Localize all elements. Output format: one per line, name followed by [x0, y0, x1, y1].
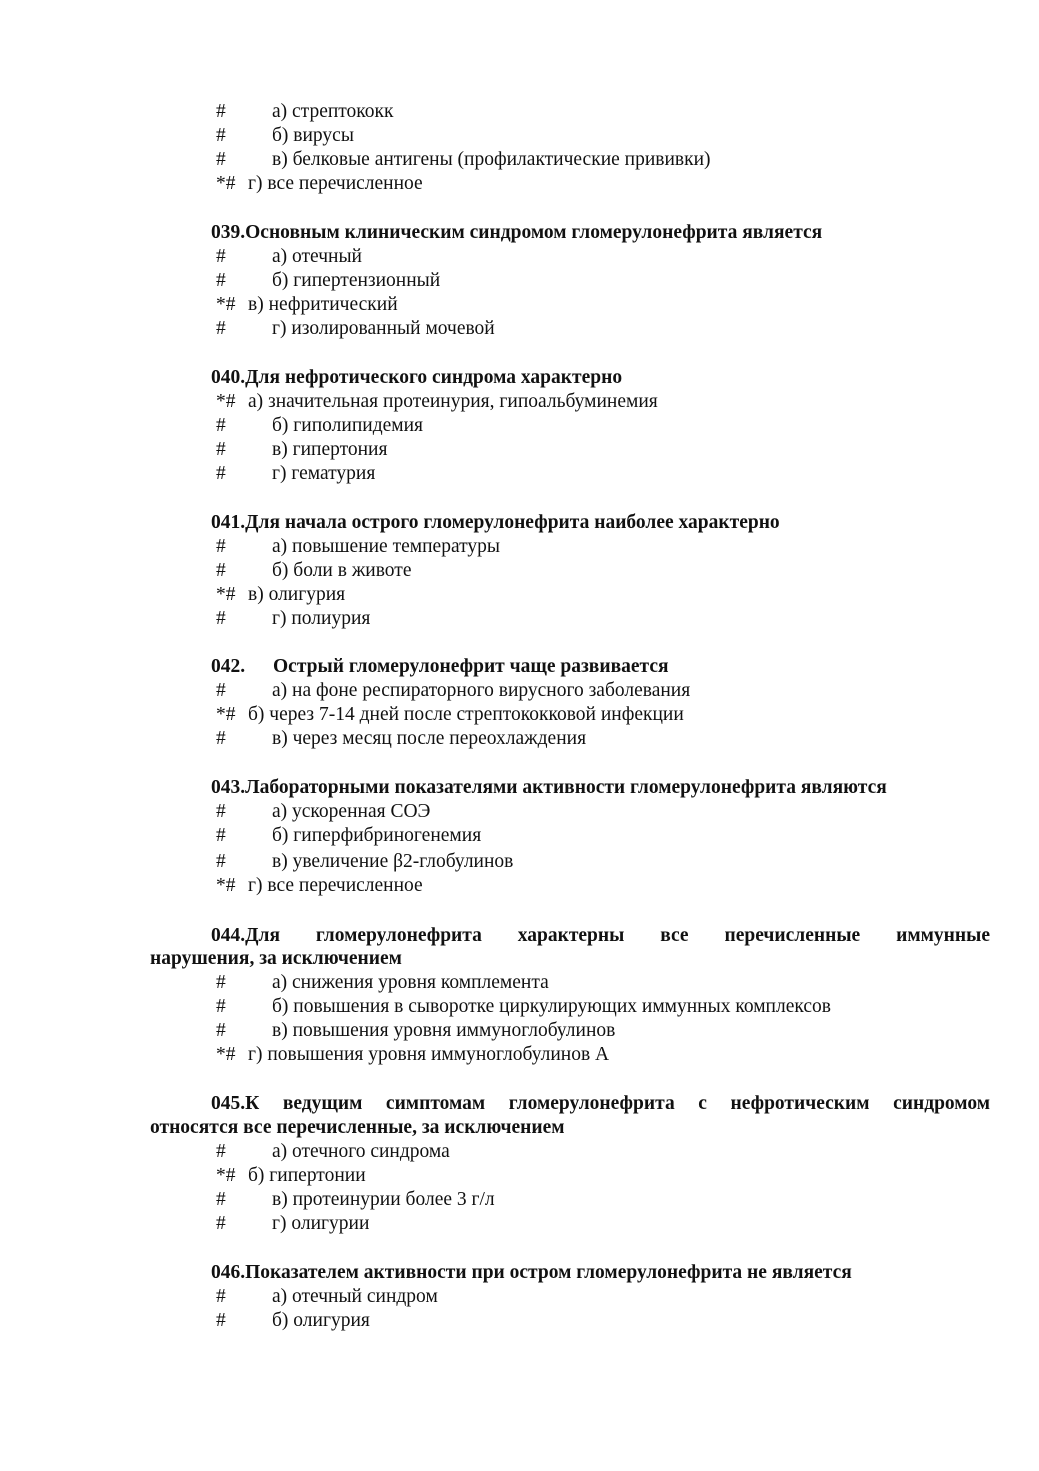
option-marker: *# — [216, 1165, 236, 1186]
option-text: в) олигурия — [248, 584, 346, 605]
option-text: б) гиперфибриногенемия — [272, 825, 482, 846]
option-marker: # — [216, 536, 226, 557]
option-marker: # — [216, 439, 226, 460]
option-text: в) увеличение β2-глобулинов — [272, 851, 514, 872]
option-marker: # — [216, 680, 226, 701]
option-marker: *# — [216, 875, 236, 896]
option-marker: # — [216, 1310, 226, 1331]
option-marker: *# — [216, 173, 236, 194]
option-marker: # — [216, 972, 226, 993]
option-marker: # — [216, 996, 226, 1017]
option-text: г) полиурия — [272, 608, 371, 629]
option-text: б) гипертензионный — [272, 270, 441, 291]
option-text: а) снижения уровня комплемента — [272, 972, 549, 993]
option-marker: # — [216, 1189, 226, 1210]
option-text: а) повышение температуры — [272, 536, 500, 557]
option-marker: # — [216, 415, 226, 436]
option-text: б) повышения в сыворотке циркулирующих иммунных комплексов — [272, 996, 831, 1017]
question-title-line2: нарушения, за исключением — [150, 948, 402, 969]
question-text: Острый гломерулонефрит чаще развивается — [273, 656, 669, 677]
option-marker: *# — [216, 584, 236, 605]
option-text: а) стрептококк — [272, 101, 394, 122]
option-text: в) белковые антигены (профилактические прививки) — [272, 149, 711, 170]
option-marker: *# — [216, 1044, 236, 1065]
option-text: в) протеинурии более 3 г/л — [272, 1189, 495, 1210]
question-title: 039.Основным клиническим синдромом гломерулонефрита является — [211, 222, 823, 243]
option-text: б) олигурия — [272, 1310, 370, 1331]
option-marker: # — [216, 246, 226, 267]
option-text: а) отечный синдром — [272, 1286, 438, 1307]
option-marker: # — [216, 801, 226, 822]
question-title: 041.Для начала острого гломерулонефрита наиболее характерно — [211, 512, 780, 533]
option-marker: # — [216, 560, 226, 581]
question-title: 043.Лабораторными показателями активности гломерулонефрита являются — [211, 777, 887, 798]
option-marker: # — [216, 825, 226, 846]
option-text: в) нефритический — [248, 294, 398, 315]
option-text: г) олигурии — [272, 1213, 370, 1234]
question-title-line1: 045.К ведущим симптомам гломерулонефрита с нефротическим синдромом — [211, 1093, 990, 1114]
option-marker: # — [216, 1213, 226, 1234]
question-number: 042. — [211, 656, 246, 677]
option-marker: *# — [216, 391, 236, 412]
option-text: б) через 7-14 дней после стрептококковой инфекции — [248, 704, 684, 725]
option-marker: # — [216, 125, 226, 146]
option-marker: # — [216, 463, 226, 484]
option-marker: # — [216, 270, 226, 291]
option-marker: # — [216, 1020, 226, 1041]
question-title: 046.Показателем активности при остром гломерулонефрита не является — [211, 1262, 852, 1283]
option-text: б) боли в животе — [272, 560, 412, 581]
question-title-line2: относятся все перечисленные, за исключением — [150, 1117, 565, 1138]
option-marker: *# — [216, 294, 236, 315]
option-text: б) вирусы — [272, 125, 354, 146]
option-marker: *# — [216, 704, 236, 725]
option-text: а) значительная протеинурия, гипоальбуминемия — [248, 391, 658, 412]
option-marker: # — [216, 101, 226, 122]
option-marker: # — [216, 318, 226, 339]
option-marker: # — [216, 851, 226, 872]
option-text: в) через месяц после переохлаждения — [272, 728, 587, 749]
question-title-line1: 044.Для гломерулонефрита характерны все перечисленные иммунные — [211, 925, 990, 946]
option-text: г) повышения уровня иммуноглобулинов А — [248, 1044, 610, 1065]
option-marker: # — [216, 149, 226, 170]
option-text: в) повышения уровня иммуноглобулинов — [272, 1020, 616, 1041]
option-text: б) гипертонии — [248, 1165, 366, 1186]
option-text: а) отечного синдрома — [272, 1141, 450, 1162]
option-text: а) отечный — [272, 246, 362, 267]
option-text: а) на фоне респираторного вирусного заболевания — [272, 680, 691, 701]
option-text: г) все перечисленное — [248, 875, 423, 896]
option-marker: # — [216, 1141, 226, 1162]
option-text: г) гематурия — [272, 463, 376, 484]
option-text: в) гипертония — [272, 439, 388, 460]
option-marker: # — [216, 728, 226, 749]
option-text: г) изолированный мочевой — [272, 318, 495, 339]
question-title: 040.Для нефротического синдрома характерно — [211, 367, 623, 388]
option-marker: # — [216, 1286, 226, 1307]
option-text: а) ускоренная СОЭ — [272, 801, 431, 822]
option-marker: # — [216, 608, 226, 629]
option-text: б) гиполипидемия — [272, 415, 424, 436]
option-text: г) все перечисленное — [248, 173, 423, 194]
